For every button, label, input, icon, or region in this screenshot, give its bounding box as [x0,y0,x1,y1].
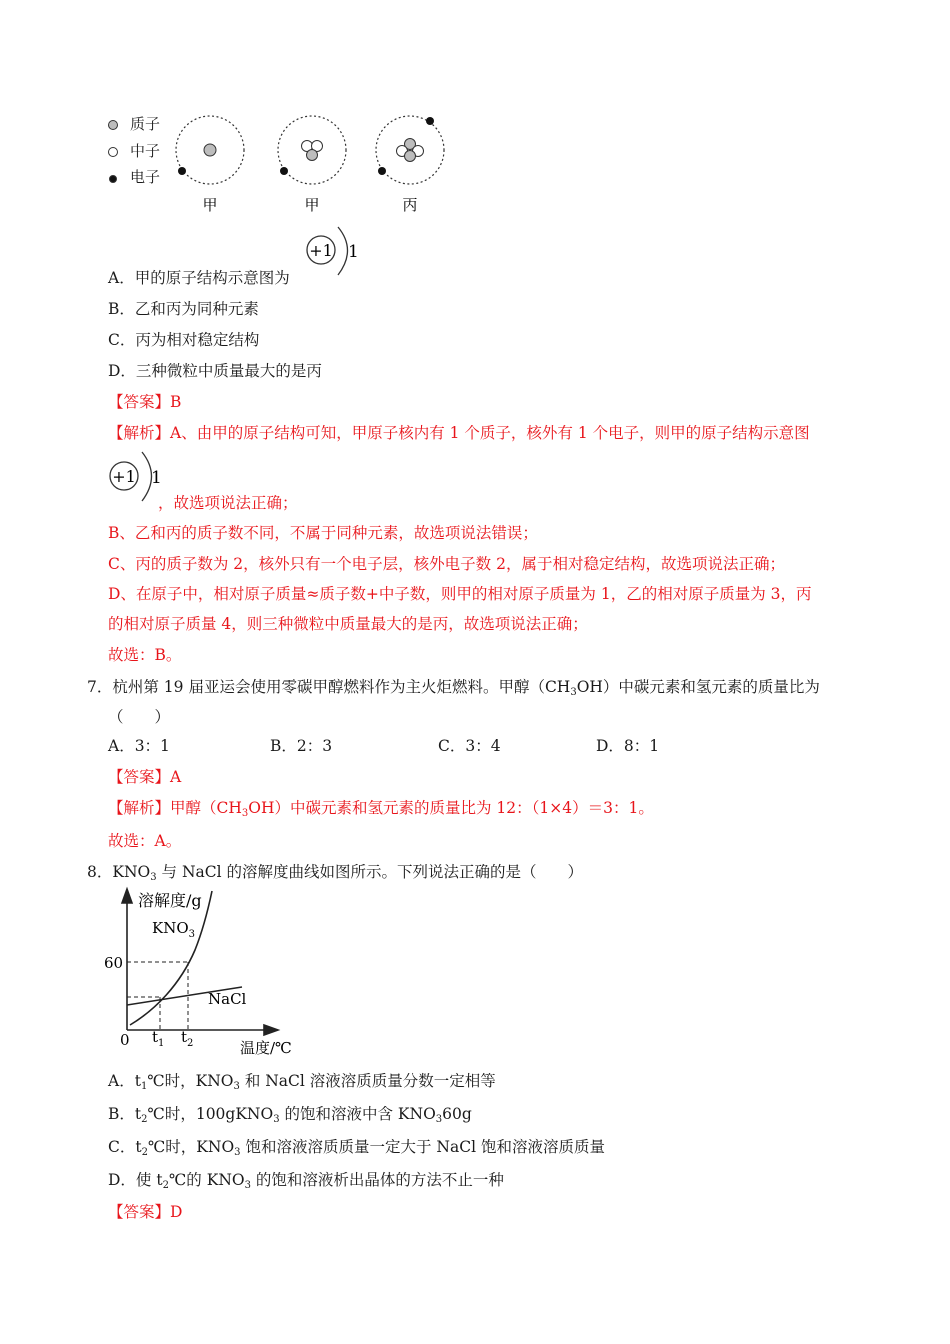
q6-analysis-2: B、乙和丙的质子数不同，不属于同种元素，故选项说法错误； [108,524,538,542]
atom-diagrams [170,108,460,218]
x-tick-t1: $t_1$ [152,1028,165,1049]
q7-answer: 【答案】A [108,768,182,786]
x-tick-t2: $t_2$ [181,1028,194,1049]
y-axis-arrow [122,889,132,903]
q8-option-a: A．$t_1℃$时，$KNO_3$ 和 NaCl 溶液溶质质量分数一定相等 [108,1072,496,1092]
q6-analysis-5: 的相对原子质量 4，则三种微粒中质量最大的是丙，故选项说法正确； [108,615,588,633]
q6-analysis-1b: ，故选项说法正确； [158,494,298,512]
q6-conclusion: 故选：B。 [108,646,182,664]
x-axis-label: 温度/℃ [240,1039,292,1057]
q6-analysis-4: D、在原子中，相对原子质量≈质子数+中子数，则甲的相对原子质量为 1，乙的相对原子质量为 3，丙 [108,585,812,603]
q8-option-c: C．$t_2℃$时，$KNO_3$ 饱和溶液溶质质量一定大于 NaCl 饱和溶液溶质质量 [108,1138,605,1158]
nacl-label: NaCl [208,990,247,1008]
q6-analysis-1: 【解析】A、由甲的原子结构可知，甲原子核内有 1 个质子，核外有 1 个电子，则甲的原子结构示意图 [108,424,810,442]
kno3-label: $KNO_3$ [152,919,196,940]
q7-option-d: D．8：1 [596,737,660,755]
q6-option-d: D．三种微粒中质量最大的是丙 [108,362,322,380]
atom-jia [176,116,244,184]
q7-analysis: 【解析】甲醇$(CH_3OH)$中碳元素和氢元素的质量比为 12：（1×4）＝3：1。 [108,799,654,819]
nucleus-charge: +1 [309,241,333,260]
legend-electron: 电子 [108,166,160,187]
proton-icon [108,120,118,130]
q6-option-a: A．甲的原子结构示意图为 [108,269,290,287]
atom-label-2: 甲 [304,196,320,214]
q8-option-d: D．使 $t_2℃$的 $KNO_3$ 的饱和溶液析出晶体的方法不止一种 [108,1171,504,1191]
atom-structure-diagram-a [305,222,365,282]
q6-option-b: B．乙和丙为同种元素 [108,300,259,318]
y-axis-label: 溶解度/g [138,891,202,910]
electron-icon [109,175,117,183]
q6-option-c: C．丙为相对稳定结构 [108,331,260,349]
solubility-chart [100,885,310,1060]
legend-neutron: 中子 [108,140,160,161]
q8-answer: 【答案】D [108,1203,183,1221]
electron-count: 1 [348,242,359,262]
atom-label-1: 甲 [202,196,218,214]
atom-bing [376,116,444,184]
nucleus-charge: +1 [112,467,136,486]
atom-structure-diagram-analysis [105,446,165,506]
q7-stem: 7．杭州第 19 届亚运会使用零碳甲醇燃料作为主火炬燃料。甲醇$(CH_3OH)$中碳元素和氢元素的质量比为 [87,678,820,698]
origin-label: 0 [120,1031,130,1049]
x-axis-arrow [264,1025,278,1035]
neutron-icon [108,147,118,157]
q6-analysis-3: C、丙的质子数为 2，核外只有一个电子层，核外电子数 2，属于相对稳定结构，故选项说法正确； [108,555,785,573]
q8-option-b: B．$t_2℃$时，100gKNO$_3$ 的饱和溶液中含 $KNO_360g$ [108,1105,472,1125]
q7-option-b: B．2：3 [270,737,333,755]
q7-option-a: A．3：1 [108,737,170,755]
legend-proton: 质子 [108,113,160,134]
q8-stem: 8．$KNO_3$ 与 NaCl 的溶解度曲线如图所示。下列说法正确的是（ ） [87,863,583,883]
y-tick-60: 60 [104,954,124,972]
kno3-curve [130,891,212,1025]
q7-bracket: （ ） [108,708,171,726]
q7-conclusion: 故选：A。 [108,832,182,850]
electron-count: 1 [151,468,162,488]
atom-yi [278,116,346,184]
q6-answer: 【答案】B [108,393,182,411]
atom-label-3: 丙 [402,196,418,214]
q7-option-c: C．3：4 [438,737,501,755]
